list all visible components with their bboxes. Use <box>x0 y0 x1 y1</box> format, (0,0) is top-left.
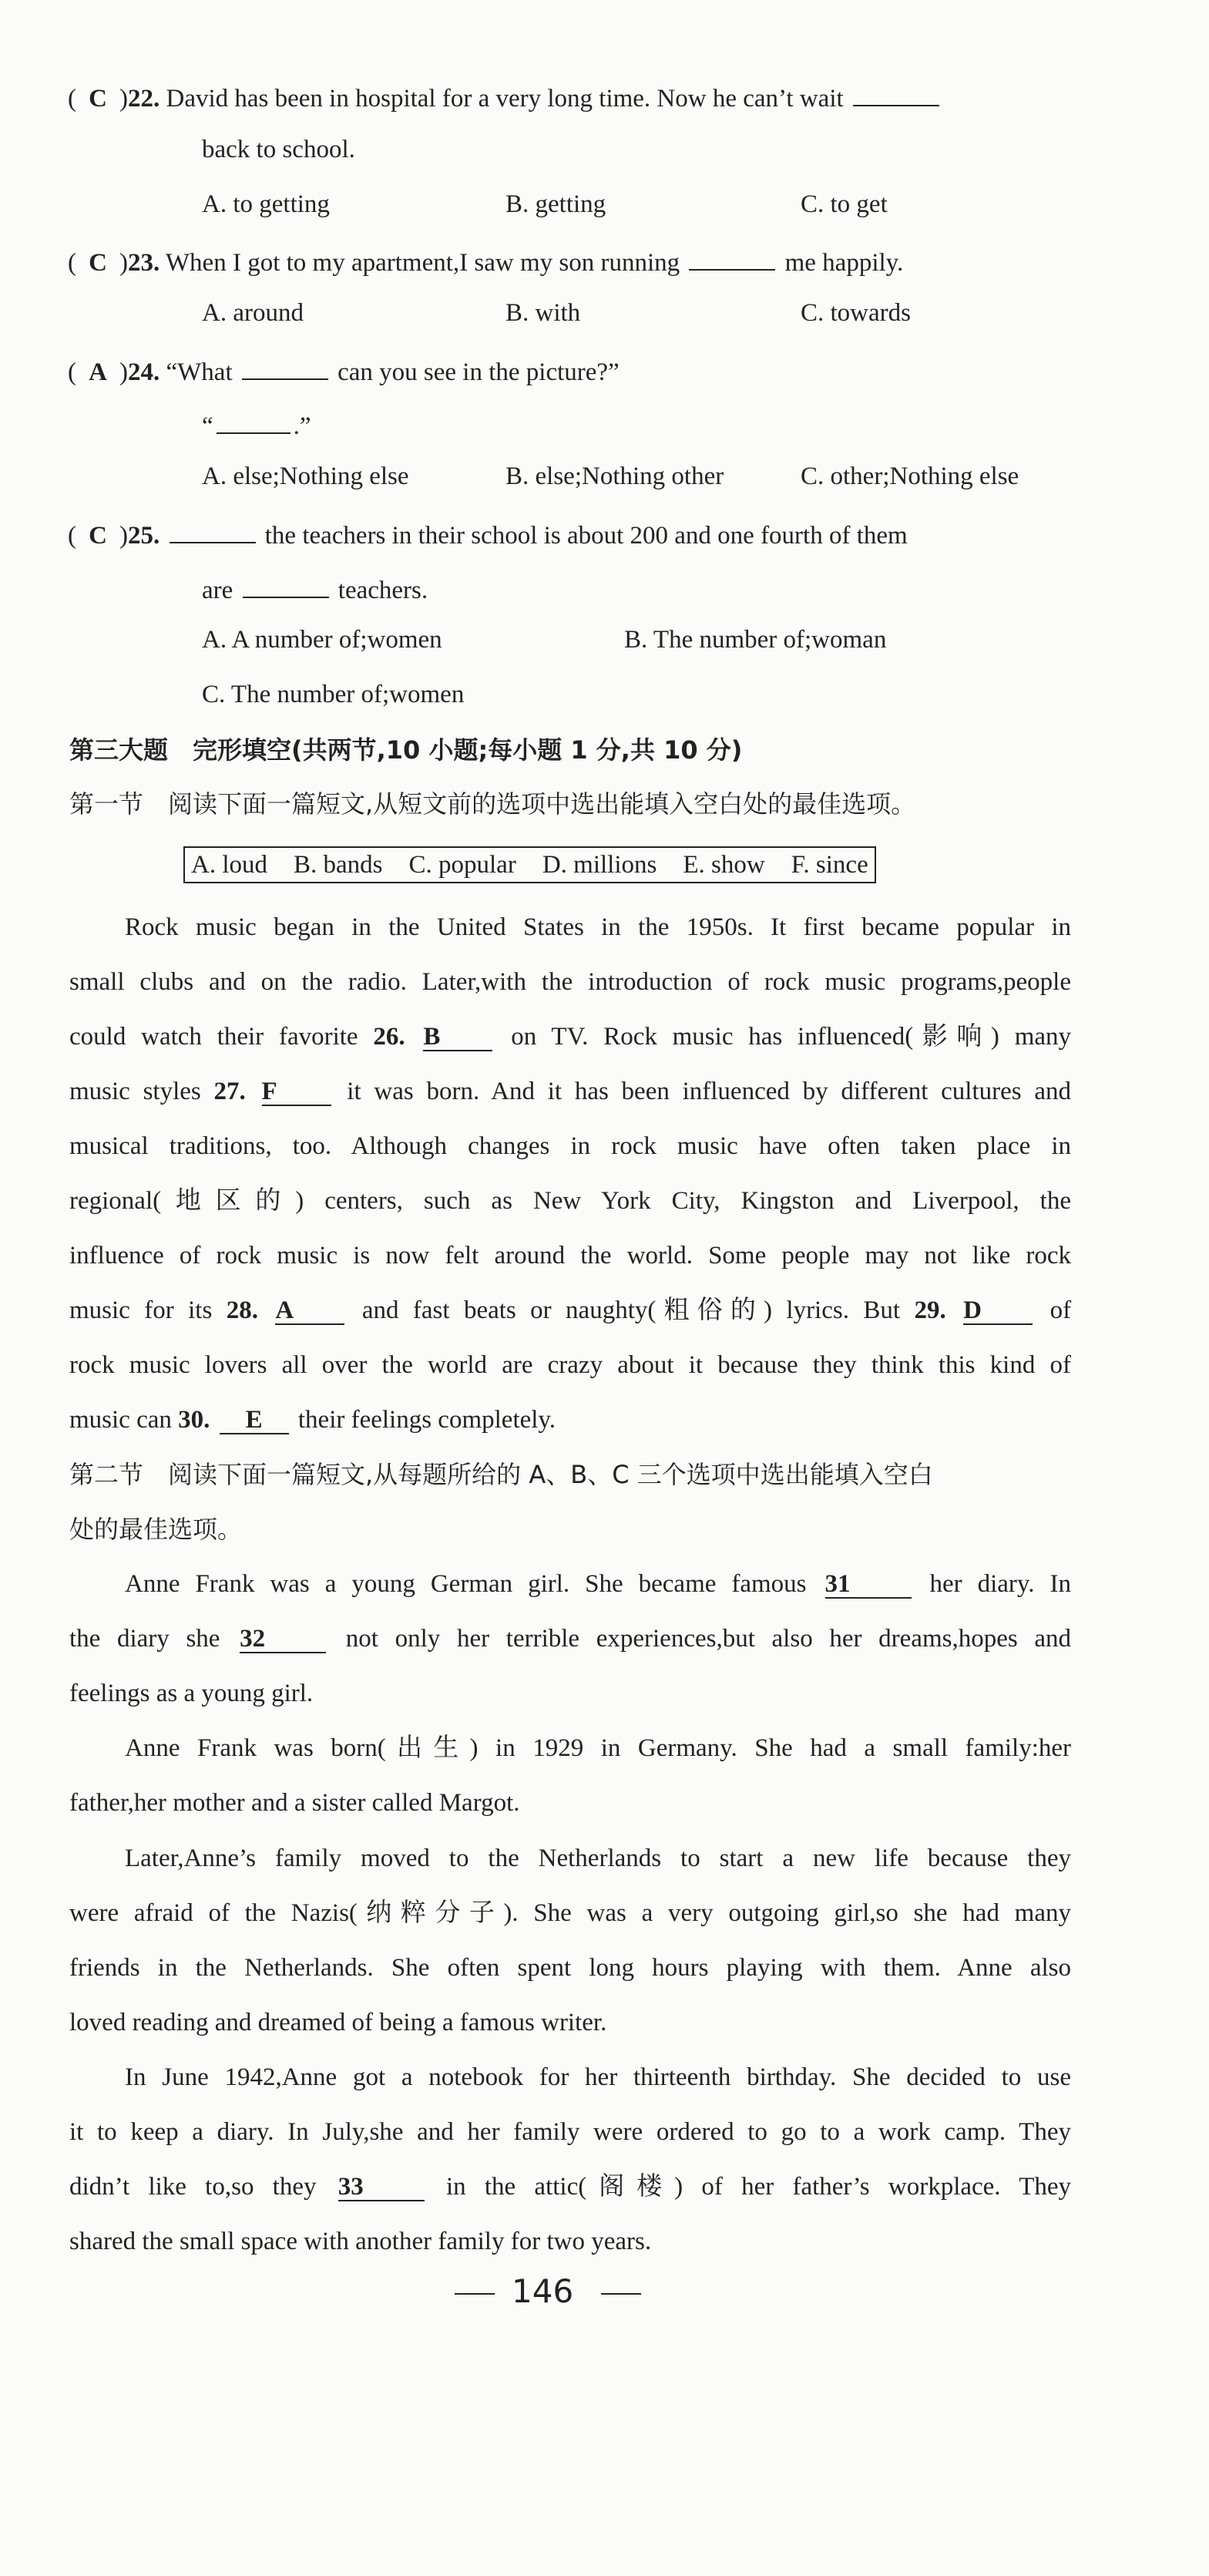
passage-line: influence of rock music is now felt around the world. Some people may not like rock <box>69 1242 1071 1270</box>
page-number-dash-left <box>455 2293 495 2295</box>
passage-line: shared the small space with another family for two years. <box>69 2228 652 2255</box>
passage-line: were afraid of the Nazis(纳粹分子). She was a very outgoing girl,so she had many <box>69 1899 1071 1927</box>
question-23: ( C )23. When I got to my apartment,I saw my son running me happily. <box>68 243 903 278</box>
filled-blank-30: E <box>220 1407 289 1434</box>
passage-line: In June 1942,Anne got a notebook for her thirteenth birthday. She decided to use <box>125 2063 1071 2091</box>
answer-blank <box>243 570 329 598</box>
answer-blank <box>242 352 328 380</box>
page-number: 146 <box>512 2272 574 2310</box>
passage-line-26: could watch their favorite 26. B on TV. Rock music has influenced(影响) many <box>69 1023 1072 1051</box>
passage-line: small clubs and on the radio. Later,with the introduction of rock music programs,people <box>69 968 1071 996</box>
question-number: 22 <box>128 85 153 113</box>
option-22-c: C. to get <box>801 190 888 218</box>
filled-blank-27: F <box>262 1078 331 1106</box>
option-23-c: C. towards <box>801 299 911 327</box>
question-number: 24 <box>128 358 153 386</box>
part2-instruction: 第二节 阅读下面一篇短文,从每题所给的 A、B、C 三个选项中选出能填入空白 <box>69 1460 933 1489</box>
question-text: the teachers in their school is about 200 and one fourth of them <box>264 522 908 550</box>
answer-blank <box>853 79 939 106</box>
passage-line: Rock music began in the United States in the 1950s. It first became popular in <box>125 913 1071 941</box>
part1-instruction: 第一节 阅读下面一篇短文,从短文前的选项中选出能填入空白处的最佳选项。 <box>69 789 916 819</box>
option-e: E. show <box>683 851 765 879</box>
question-text: David has been in hospital for a very long time. Now he can’t wait <box>166 85 844 113</box>
question-text-end: me happily. <box>784 249 904 277</box>
answer-23: C <box>89 249 107 277</box>
answer-24: A <box>89 358 107 386</box>
filled-blank-28: A <box>275 1297 344 1325</box>
filled-blank-26: B <box>423 1024 492 1051</box>
blank-33: 33 <box>338 2174 425 2201</box>
option-c: C. popular <box>408 851 516 879</box>
blank-31: 31 <box>825 1571 912 1599</box>
passage-line: Later,Anne’s family moved to the Netherlands to start a new life because they <box>125 1845 1071 1872</box>
option-25-a: A. A number of;women <box>202 626 442 654</box>
passage-line-32: the diary she 32 not only her terrible experiences,but also her dreams,hopes and <box>69 1625 1072 1653</box>
question-text: “What <box>166 358 233 386</box>
options-box <box>183 846 876 883</box>
option-a: A. loud <box>191 851 267 879</box>
passage-line: regional(地区的) centers, such as New York City, Kingston and Liverpool, the <box>69 1187 1071 1215</box>
filled-blank-29: D <box>963 1297 1033 1325</box>
passage-line: musical traditions, too. Although changes in rock music have often taken place in <box>69 1132 1071 1160</box>
question-24-line2: “ .” <box>202 406 311 442</box>
option-24-a: A. else;Nothing else <box>202 462 409 490</box>
passage-line: father,her mother and a sister called Margot. <box>69 1789 520 1817</box>
question-22: ( C )22. David has been in hospital for a very long time. Now he can’t wait <box>68 79 942 114</box>
option-b: B. bands <box>294 851 383 879</box>
option-f: F. since <box>791 851 868 879</box>
answer-blank <box>170 516 256 543</box>
passage-line: friends in the Netherlands. She often spent long hours playing with them. Anne also <box>69 1954 1071 1982</box>
option-24-c: C. other;Nothing else <box>801 462 1019 490</box>
answer-22: C <box>89 85 107 113</box>
passage-line-27: music styles 27. F it was born. And it has been influenced by different cultures and <box>69 1078 1072 1105</box>
passage-line: loved reading and dreamed of being a famous writer. <box>69 2009 607 2036</box>
blank-32: 32 <box>240 1626 326 1653</box>
question-number: 23 <box>128 249 153 277</box>
passage-line: rock music lovers all over the world are crazy about it because they think this kind of <box>69 1351 1071 1379</box>
option-22-b: B. getting <box>505 190 606 218</box>
question-text-end: can you see in the picture?” <box>338 358 620 386</box>
option-25-b: B. The number of;woman <box>624 626 887 654</box>
question-24: ( A )24. “What can you see in the picture?” <box>68 352 620 388</box>
answer-blank <box>689 243 775 271</box>
question-text: When I got to my apartment,I saw my son running <box>165 249 680 277</box>
section-title: 第三大题 完形填空(共两节,10 小题;每小题 1 分,共 10 分) <box>69 735 743 765</box>
option-23-a: A. around <box>202 299 304 327</box>
option-22-a: A. to getting <box>202 190 330 218</box>
passage-line: Anne Frank was born(出生) in 1929 in Germany. She had a small family:her <box>125 1734 1071 1762</box>
passage-line-31: Anne Frank was a young German girl. She became famous 31 her diary. In <box>125 1570 1071 1598</box>
passage-line-28-29: music for its 28. A and fast beats or naughty(粗俗的) lyrics. But 29. D of <box>69 1296 1072 1324</box>
passage-line-33: didn’t like to,so they 33 in the attic(阁楼) of her father’s workplace. They <box>69 2173 1072 2201</box>
answer-blank <box>217 406 290 434</box>
answer-25: C <box>89 522 107 550</box>
option-23-b: B. with <box>505 299 581 327</box>
question-number: 25 <box>128 522 153 550</box>
option-25-c: C. The number of;women <box>202 681 465 708</box>
question-25-line2: are teachers. <box>202 570 428 606</box>
question-25: ( C )25. the teachers in their school is about 200 and one fourth of them <box>68 516 908 551</box>
option-d: D. millions <box>542 851 657 879</box>
part2-instruction-line2: 处的最佳选项。 <box>69 1515 243 1544</box>
passage-line: feelings as a young girl. <box>69 1680 314 1707</box>
question-22-line2: back to school. <box>202 136 355 163</box>
passage-line-30: music can 30. E their feelings completely. <box>69 1406 556 1434</box>
page-number-dash-right <box>601 2293 641 2295</box>
option-24-b: B. else;Nothing other <box>505 462 724 490</box>
passage-line: it to keep a diary. In July,she and her family were ordered to go to a work camp. They <box>69 2118 1071 2146</box>
